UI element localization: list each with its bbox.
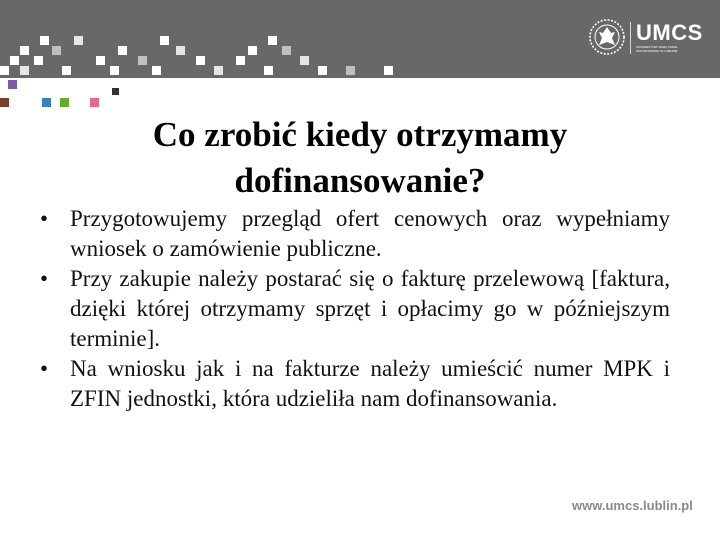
- pixel-square: [196, 56, 205, 65]
- pixel-square: [20, 66, 29, 75]
- pixel-square: [300, 56, 309, 65]
- pixel-square-green: [60, 98, 69, 107]
- bullet-list: [40, 204, 670, 414]
- slide-title: Co zrobić kiedy otrzymamy dofinansowanie?: [152, 115, 568, 200]
- logo-divider: [630, 22, 631, 54]
- pixel-square-dark: [112, 88, 119, 95]
- pixel-square: [0, 66, 9, 75]
- pixel-square: [214, 66, 223, 75]
- bullet-marker: •: [40, 206, 49, 231]
- pixel-square-pink: [90, 98, 99, 107]
- pixel-square: [384, 66, 393, 75]
- pixel-square: [236, 56, 245, 65]
- pixel-square: [20, 46, 29, 55]
- bullet-item: [40, 204, 670, 264]
- pixel-square: [282, 46, 291, 55]
- university-emblem-icon: [588, 18, 626, 56]
- pixel-square: [152, 66, 161, 75]
- pixel-square: [74, 36, 83, 45]
- pixel-square: [264, 66, 273, 75]
- header-bar: [0, 0, 720, 78]
- pixel-square: [248, 46, 257, 55]
- bullet-item: [40, 354, 670, 414]
- pixel-square-purple: [8, 80, 17, 89]
- bullet-marker: •: [40, 356, 49, 381]
- pixel-square: [160, 36, 169, 45]
- pixel-square: [40, 36, 49, 45]
- pixel-square: [318, 66, 327, 75]
- pixel-square-brown: [0, 98, 9, 107]
- bullet-item: [40, 264, 670, 354]
- pixel-square: [62, 66, 71, 75]
- logo-subtitle: UNIWERSYTET MARII CURIE-SKŁODOWSKIEJ W LUBLINIE: [636, 45, 679, 53]
- pixel-square: [34, 56, 43, 65]
- bullet-text: Przygotowujemy przegląd ofert cenowych oraz wypełniamy wniosek o zamówienie publiczne.: [70, 206, 670, 261]
- footer-url: www.umcs.lublin.pl: [572, 498, 693, 513]
- bullet-text: Na wniosku jak i na fakturze należy umieścić numer MPK i ZFIN jednostki, która udzieliła nam dofinansowania.: [70, 356, 670, 411]
- pixel-square: [96, 56, 105, 65]
- bullet-marker: •: [40, 266, 49, 291]
- pixel-square: [110, 66, 119, 75]
- pixel-square: [10, 56, 19, 65]
- pixel-square: [118, 46, 127, 55]
- bullet-text: Przy zakupie należy postarać się o fakturę przelewową [faktura, dzięki której otrzymamy sprzęt i opłacimy go w późniejszym terminie].: [70, 266, 670, 351]
- pixel-square-blue: [42, 98, 51, 107]
- pixel-square: [346, 66, 355, 75]
- pixel-square: [138, 56, 147, 65]
- pixel-square: [176, 46, 185, 55]
- pixel-square: [52, 46, 61, 55]
- pixel-square: [268, 36, 277, 45]
- logo-wordmark: UMCS: [636, 20, 703, 45]
